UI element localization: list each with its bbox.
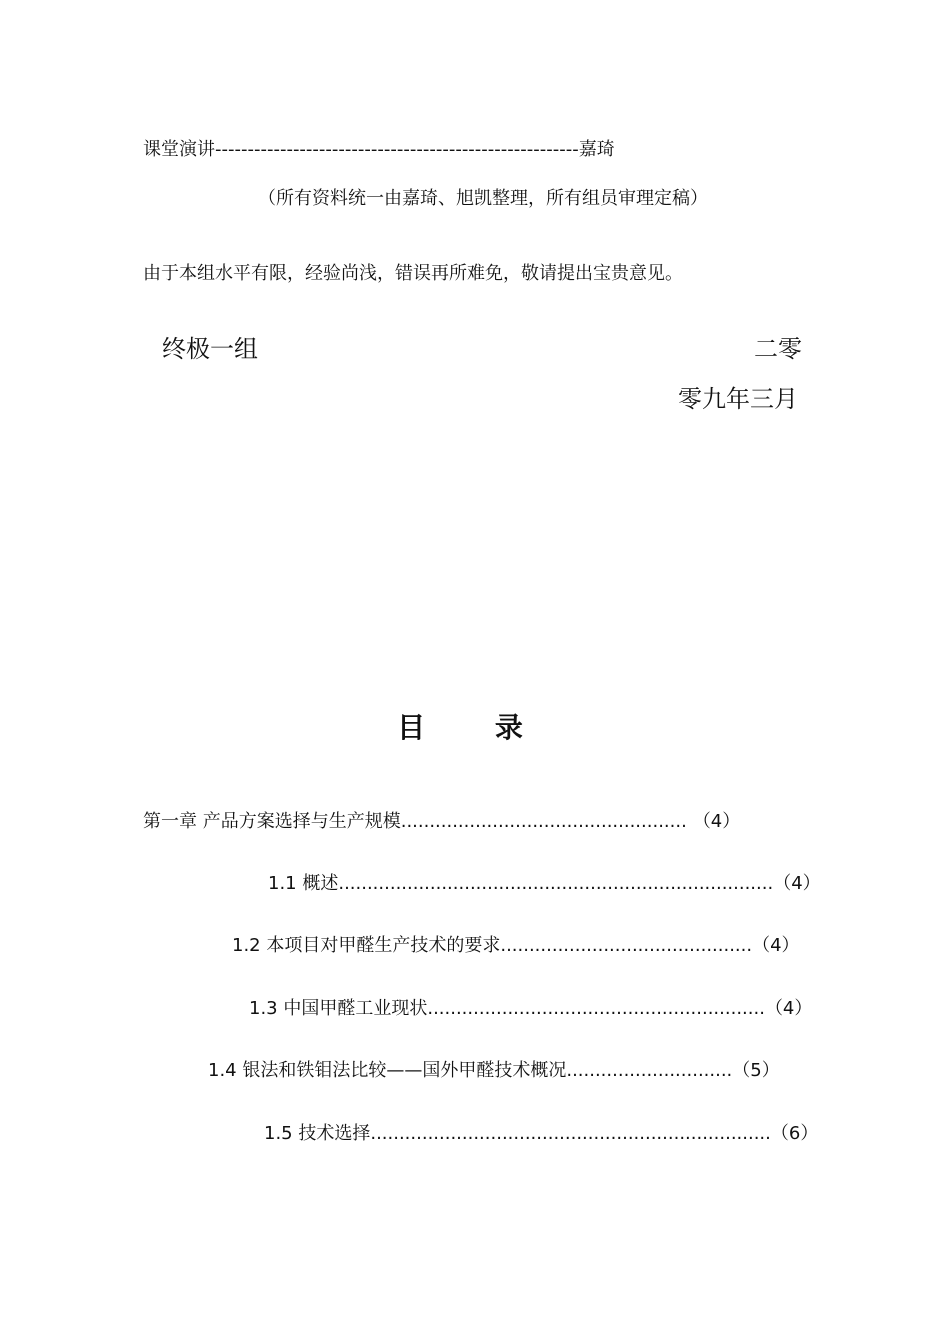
group-name: 终极一组 bbox=[162, 335, 258, 363]
toc-entry-page: （6） bbox=[770, 1123, 819, 1144]
compiler-note: （所有资料统一由嘉琦、旭凯整理，所有组员审理定稿） bbox=[258, 188, 708, 209]
toc-entry-1-1[interactable] bbox=[268, 872, 821, 896]
toc-entry-1-2[interactable] bbox=[232, 934, 800, 958]
toc-entry-1-3[interactable] bbox=[249, 997, 812, 1021]
disclaimer: 由于本组水平有限，经验尚浅，错误再所难免，敬请提出宝贵意见。 bbox=[143, 263, 683, 284]
toc-entry-page: （4） bbox=[773, 873, 821, 894]
toc-entry-text: 1.4 银法和铁钼法比较——国外甲醛技术概况............................. bbox=[208, 1060, 733, 1081]
toc-entry-text: 1.5 技术选择...................................................................... bbox=[264, 1123, 771, 1144]
toc-entry-1-4[interactable] bbox=[208, 1059, 780, 1083]
toc-entry-page: （5） bbox=[732, 1060, 780, 1081]
toc-title: 目 录 bbox=[397, 711, 553, 744]
toc-entry-text: 1.2 本项目对甲醛生产技术的要求............................................ bbox=[232, 935, 753, 956]
date-part-2: 零九年三月 bbox=[678, 385, 798, 413]
toc-entry-page: （4） bbox=[752, 935, 800, 956]
toc-entry-text: 第一章 产品方案选择与生产规模.................................................. bbox=[143, 811, 687, 832]
toc-entry-text: 1.1 概述............................................................................ bbox=[268, 873, 774, 894]
date-part-1: 二零 bbox=[754, 335, 802, 363]
toc-entry-page: （4） bbox=[764, 998, 813, 1019]
toc-entry-chapter-1[interactable] bbox=[143, 810, 740, 834]
toc-entry-page: （4） bbox=[692, 811, 741, 832]
speaker-line: 课堂演讲--------------------------------------------------------嘉琦 bbox=[143, 139, 615, 160]
toc-entry-1-5[interactable] bbox=[264, 1122, 818, 1146]
toc-entry-text: 1.3 中国甲醛工业现状........................................................... bbox=[249, 998, 765, 1019]
